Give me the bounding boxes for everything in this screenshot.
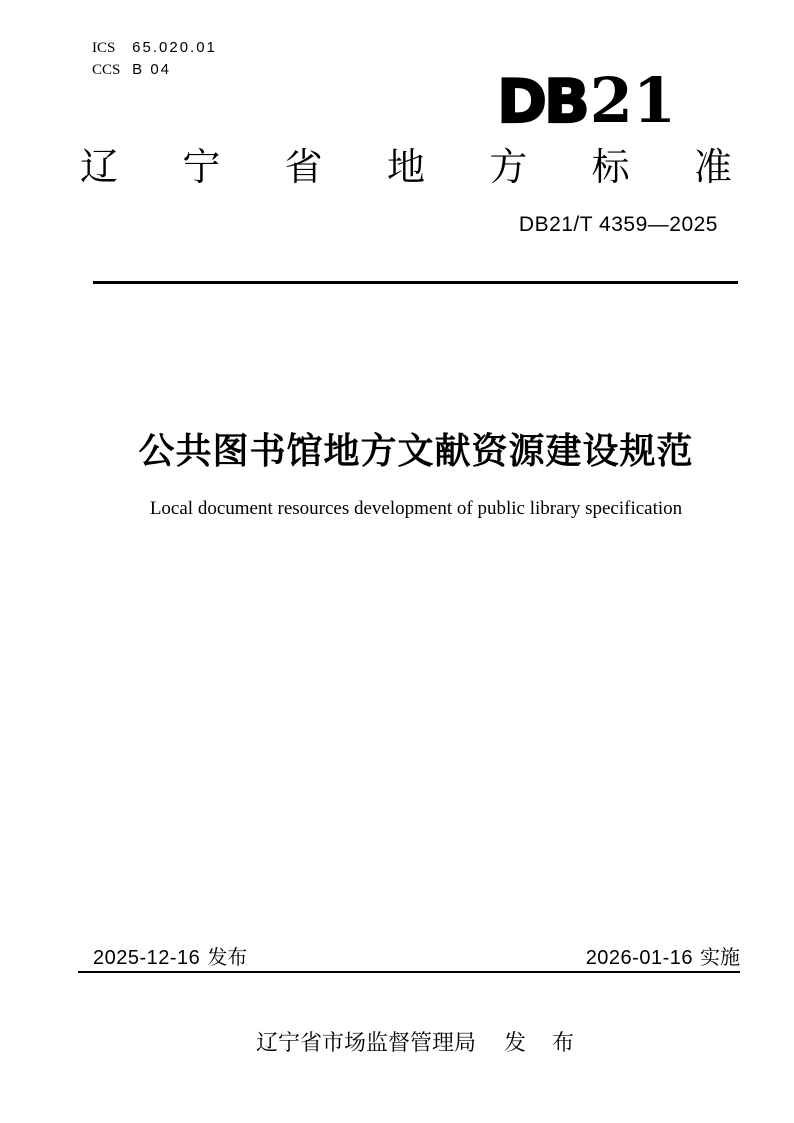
standard-category-banner: 辽宁省地方标准 <box>80 147 732 189</box>
release-label: 发布 <box>207 947 248 969</box>
classification-codes <box>92 37 217 81</box>
document-title-zh: 公共图书馆地方文献资源建设规范 <box>138 430 694 471</box>
implementation-date: 2026-01-16 <box>585 947 693 969</box>
ccs-value: B 04 <box>132 61 172 78</box>
ics-label: ICS <box>92 40 116 56</box>
db21-logo <box>497 64 676 137</box>
header-divider-rule <box>93 281 738 284</box>
db21-logo-prefix: DB <box>497 67 587 137</box>
standard-number: DB21/T 4359—2025 <box>518 213 718 236</box>
document-title-en: Local document resources development of public library specification <box>149 498 683 519</box>
footer-divider-rule <box>78 971 740 973</box>
db21-logo-number: 21 <box>589 64 676 137</box>
release-date-cell <box>93 941 247 970</box>
implementation-label: 实施 <box>700 947 740 969</box>
ics-value: 65.020.01 <box>132 39 217 56</box>
ics-code-row <box>92 37 217 59</box>
publisher-row <box>73 1026 759 1057</box>
ccs-code-row <box>92 59 217 81</box>
release-date: 2025-12-16 <box>93 947 201 969</box>
publisher-name: 辽宁省市场监督管理局 <box>255 1030 476 1055</box>
implementation-date-cell <box>586 941 740 970</box>
dates-row <box>93 941 740 970</box>
ccs-label: CCS <box>92 62 121 78</box>
publisher-action: 发 布 <box>504 1030 577 1055</box>
